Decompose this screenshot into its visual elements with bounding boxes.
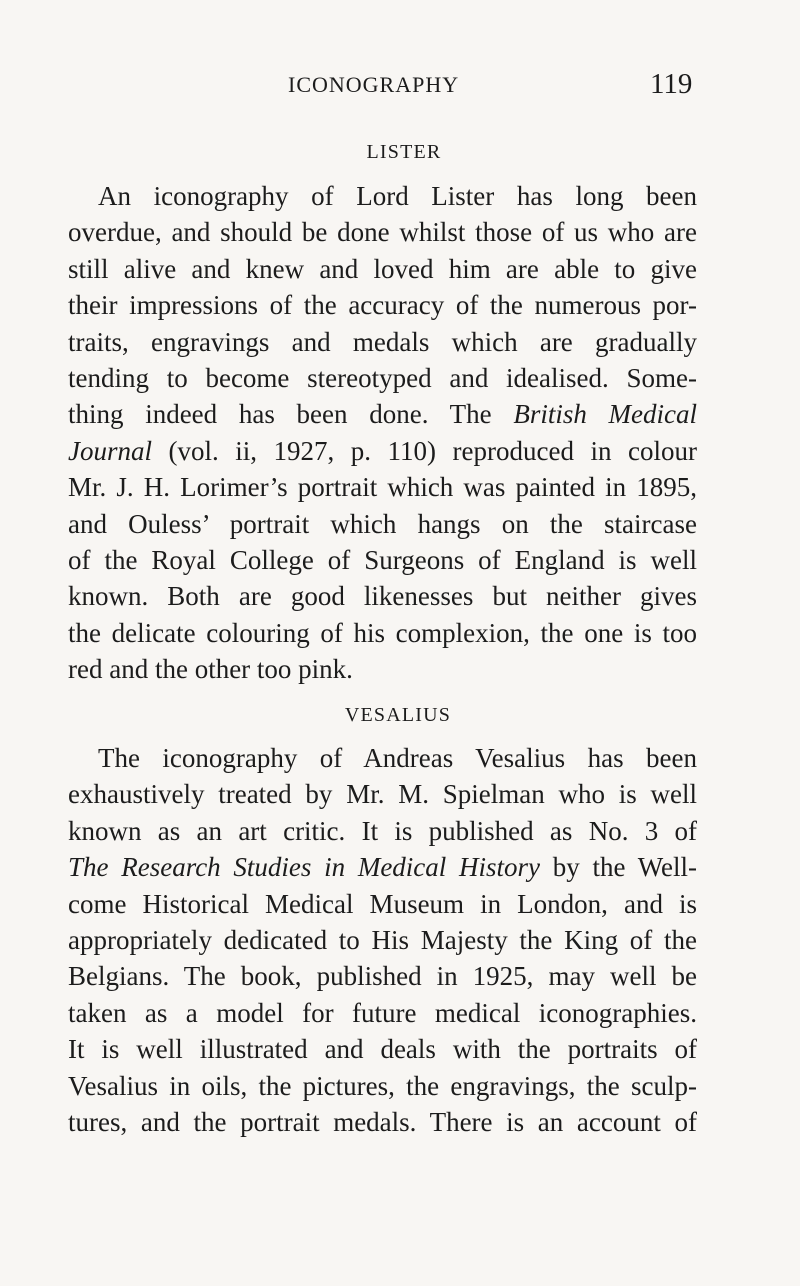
text-line: and Ouless’ portrait which hangs on the staircase bbox=[68, 508, 697, 539]
text-line: An iconography of Lord Lister has long been bbox=[98, 181, 697, 211]
page-number: 119 bbox=[650, 68, 693, 100]
text-line: the delicate colouring of his complexion, the one is too bbox=[68, 617, 697, 648]
running-title: ICONOGRAPHY bbox=[288, 72, 460, 97]
text-line: red and the other too pink. bbox=[68, 654, 353, 685]
text-line bbox=[68, 396, 697, 432]
text-line: Mr. J. H. Lorimer’s portrait which was painted in 1895, bbox=[68, 472, 697, 503]
text-line: exhaustively treated by Mr. M. Spielman who is well bbox=[68, 779, 697, 810]
text-line: still alive and knew and loved him are able to give bbox=[68, 253, 697, 284]
running-header bbox=[0, 68, 800, 102]
text-line: The iconography of Andreas Vesalius has been bbox=[98, 743, 697, 773]
text-line: traits, engravings and medals which are gradually bbox=[68, 326, 697, 357]
journal-title: Journal bbox=[68, 435, 152, 466]
text-line: known as an art critic. It is published as No. 3 of bbox=[68, 815, 697, 846]
journal-title: British Medical bbox=[513, 399, 697, 430]
section-heading-vesalius: VESALIUS bbox=[344, 704, 452, 726]
text-line bbox=[68, 433, 697, 469]
text-line: of the Royal College of Surgeons of England is well bbox=[68, 545, 697, 576]
text-line: Belgians. The book, published in 1925, may well be bbox=[68, 961, 697, 992]
text-line bbox=[68, 849, 697, 885]
text-line: taken as a model for future medical iconographies. bbox=[68, 997, 697, 1028]
text-line: overdue, and should be done whilst those of us who are bbox=[68, 217, 697, 248]
text-run: (vol. ii, 1927, p. 110) reproduced in colour bbox=[168, 435, 697, 466]
text-line: tures, and the portrait medals. There is an account of bbox=[68, 1107, 697, 1138]
text-line: Vesalius in oils, the pictures, the engravings, the sculp- bbox=[68, 1070, 697, 1101]
paragraph-lister bbox=[68, 178, 697, 688]
section-heading-lister: LISTER bbox=[366, 141, 442, 163]
text-line: appropriately dedicated to His Majesty the King of the bbox=[68, 925, 697, 956]
text-line: It is well illustrated and deals with the portraits of bbox=[68, 1034, 697, 1065]
text-line: tending to become stereotyped and idealised. Some- bbox=[68, 363, 697, 394]
text-line: known. Both are good likenesses but neither gives bbox=[68, 581, 697, 612]
book-title: The Research Studies in Medical History bbox=[68, 852, 541, 883]
text-run: by the Well- bbox=[552, 852, 698, 883]
text-line: their impressions of the accuracy of the numerous por- bbox=[68, 290, 697, 321]
paragraph-vesalius bbox=[68, 740, 697, 1140]
text-line: come Historical Medical Museum in London, and is bbox=[68, 888, 697, 919]
text-run: thing indeed has been done. The bbox=[68, 399, 492, 430]
